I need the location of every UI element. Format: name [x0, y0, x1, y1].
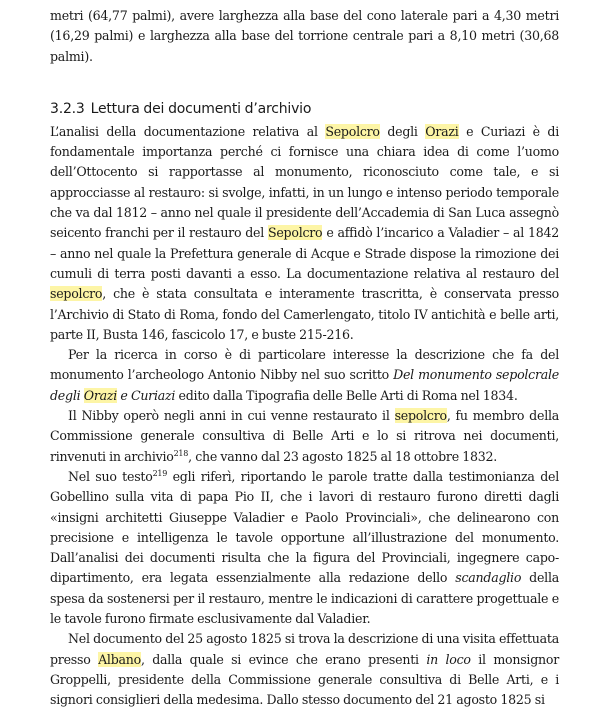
text: degli	[379, 123, 426, 139]
text: , che vanno dal 23 agosto 1825 al 18 ottobre 1832.	[188, 448, 498, 464]
text: Il Nibby operò negli anni in cui venne restaurato il	[68, 408, 395, 424]
paragraph-continued	[50, 6, 559, 67]
text: egli riferì, riportando le parole tratte dalla testimonianza del Gobellino sulla vita di papa Pio II, che i lavori di restauro furono diretti dagli «insigni architetti Giuseppe Valadier e Paolo Provinciali», che delinearono con precisione e intelligenza le tavole opportune all’illustrazione del monumento. Dall’analisi dei documenti risulta che la figura del Provinciali, ingegnere capo-dipartimento, era legata essenzialmente alla redazione dello	[50, 468, 560, 586]
text: Nel suo testo	[68, 468, 153, 484]
text: , dalla quale si evince che erano presenti	[140, 651, 427, 667]
paragraph-4	[50, 467, 559, 629]
text: Nel documento del 25 agosto 1825 si trova la descrizione di una visita effettuata presso	[50, 631, 559, 667]
text: , fu membro della Commissione generale consultiva di Belle Arti e lo si ritrova nei documenti, rinvenuti in archivio	[50, 408, 560, 464]
italic-title: Del monumento sepolcrale degli	[50, 367, 559, 403]
highlighted-term: sepolcro	[394, 408, 447, 424]
text: , che è stata consultata e interamente trascritta, è conservata presso l’Archivio di Stato di Roma, fondo del Camerlengato, titolo IV antichità e belle arti, parte II, Busta 146, fascicolo 17, e buste 215-216.	[50, 286, 559, 342]
italic-title: e Curiazi	[117, 387, 176, 403]
section-heading	[50, 98, 559, 120]
italic-term: scandaglio	[455, 570, 522, 586]
text: metri (64,77 palmi), avere larghezza alla base del cono laterale pari a 4,30 metri (16,29 palmi) e larghezza alla base del torrione centrale pari a 8,10 metri (30,68 palmi).	[50, 8, 559, 64]
text: edito dalla Tipografia delle Belle Arti di Roma nel 1834.	[175, 387, 518, 403]
italic-term: in loco	[426, 651, 471, 667]
text: della spesa da sostenersi per il restauro, mentre le indicazioni di carattere progettuale e le tavole furono firmate esclusivamente dal Valadier.	[50, 570, 560, 627]
footnote-ref[interactable]: 219	[152, 468, 168, 478]
text: L’analisi della documentazione relativa al	[50, 123, 326, 139]
highlighted-term: Orazi	[83, 387, 118, 403]
paragraph-2	[50, 345, 559, 406]
highlighted-term: Sepolcro	[267, 225, 323, 241]
paragraph-3	[50, 406, 559, 467]
highlighted-term: Albano	[98, 651, 141, 667]
text: e affidò l’incarico a Valadier – al 1842 – anno nel quale la Prefettura generale di Acque e Strade dispose la rimozione dei cumuli di terra posti davanti a esso. La documentazione relativa al restauro del	[50, 225, 559, 281]
text: il monsignor Groppelli, presidente della Commissione generale consultiva di Belle Arti, e i signori consiglieri della medesima. Dallo stesso documento del 21 agosto 1825 si	[50, 651, 559, 708]
highlighted-term: sepolcro	[50, 286, 103, 302]
footnote-ref[interactable]: 218	[173, 448, 189, 458]
text: e Curiazi è di fondamentale importanza perché ci fornisce una chiara idea di come l’uomo dell’Ottocento si rapportasse al monumento, riconosciuto come tale, e si approcciasse al restauro: si svolge, infatti, in un lungo e intenso periodo temporale che va dal 1812 – anno nel quale il presidente dell’Accademia di San Luca assegnò seicento franchi per il restauro del	[50, 123, 560, 241]
paragraph-1	[50, 122, 559, 345]
text: Per la ricerca in corso è di particolare interesse la descrizione che fa del monumento l’archeologo Antonio Nibby nel suo scritto	[50, 347, 559, 383]
section-title: Lettura dei documenti d’archivio	[90, 100, 312, 117]
highlighted-term: Orazi	[425, 123, 459, 139]
paragraph-5	[50, 629, 559, 710]
highlighted-term: Sepolcro	[325, 123, 380, 139]
section-number: 3.2.3	[50, 100, 85, 117]
